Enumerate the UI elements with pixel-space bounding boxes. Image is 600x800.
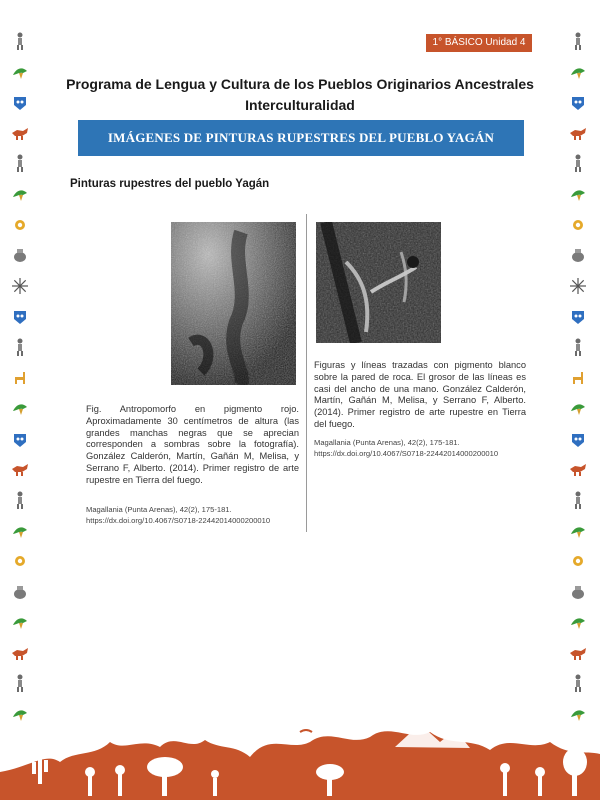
fox-icon: [11, 124, 29, 142]
figure-reference-1: Magallania (Punta Arenas), 42(2), 175-181. https://dx.doi.org/10.4067/S0718-22442014000200010: [86, 505, 271, 525]
sun-icon: [569, 552, 587, 570]
fox-icon: [11, 460, 29, 478]
section-subtitle: Pinturas rupestres del pueblo Yagán: [70, 178, 270, 190]
sun-icon: [11, 552, 29, 570]
figure-icon: [11, 338, 29, 356]
mask-icon: [11, 307, 29, 325]
figure-caption-1: Fig. Antropomorfo en pigmento rojo. Aproximadamente 30 centímetros de altura (las grandes manchas negras que se aprecian corresponden a sombras sobre la fotografía). González Calderón, Martín, Gañán M, Melisa, y Serrano F, Alberto. (2014). Primer registro de arte rupestre en Tierra del fuego.: [86, 404, 299, 485]
footer-landscape-illustration: [0, 712, 600, 800]
bird-icon: [11, 399, 29, 417]
section-banner: IMÁGENES DE PINTURAS RUPESTRES DEL PUEBLO YAGÁN: [78, 120, 524, 156]
figure-icon: [11, 674, 29, 692]
llama-icon: [11, 369, 29, 387]
rock-art-photo-2: [316, 222, 441, 343]
figure-icon: [569, 154, 587, 172]
rock-art-photo-1: [171, 222, 296, 385]
pot-icon: [569, 246, 587, 264]
bird-icon: [569, 613, 587, 631]
pot-icon: [569, 583, 587, 601]
pot-icon: [11, 246, 29, 264]
left-decorative-border: [8, 32, 32, 736]
pot-icon: [11, 583, 29, 601]
fox-icon: [569, 124, 587, 142]
mask-icon: [11, 93, 29, 111]
mask-icon: [569, 430, 587, 448]
bird-icon: [569, 522, 587, 540]
right-decorative-border: [566, 32, 590, 736]
figure-icon: [569, 674, 587, 692]
bird-icon: [11, 63, 29, 81]
bird-icon: [11, 185, 29, 203]
bird-icon: [569, 399, 587, 417]
star-icon: [569, 277, 587, 295]
bird-icon: [11, 522, 29, 540]
figure-icon: [569, 491, 587, 509]
figure-icon: [569, 32, 587, 50]
title-line-2: Interculturalidad: [245, 97, 355, 113]
fox-icon: [569, 460, 587, 478]
figure-icon: [11, 491, 29, 509]
figure-reference-2: Magallania (Punta Arenas), 42(2), 175-181. https://dx.doi.org/10.4067/S0718-22442014000200010: [314, 438, 499, 458]
star-icon: [11, 277, 29, 295]
mask-icon: [11, 430, 29, 448]
page-title: [60, 74, 540, 116]
column-divider: [306, 214, 307, 532]
figure-icon: [11, 32, 29, 50]
title-line-1: Programa de Lengua y Cultura de los Pueblos Originarios Ancestrales: [66, 76, 534, 92]
figure-icon: [569, 338, 587, 356]
figure-icon: [11, 154, 29, 172]
bird-icon: [569, 185, 587, 203]
sun-icon: [569, 216, 587, 234]
llama-icon: [569, 369, 587, 387]
fox-icon: [11, 644, 29, 662]
figure-caption-2: Figuras y líneas trazadas con pigmento blanco sobre la pared de roca. El grosor de las líneas es casi del ancho de una mano. González Calderón, Martín, Gañán M, Melisa, y Serrano F, Alberto. (2014). Primer registro de arte rupestre en Tierra del fuego.: [314, 360, 526, 429]
sun-icon: [11, 216, 29, 234]
unit-badge: 1° BÁSICO Unidad 4: [426, 34, 532, 52]
mask-icon: [569, 93, 587, 111]
bird-icon: [569, 63, 587, 81]
mask-icon: [569, 307, 587, 325]
bird-icon: [11, 613, 29, 631]
fox-icon: [569, 644, 587, 662]
